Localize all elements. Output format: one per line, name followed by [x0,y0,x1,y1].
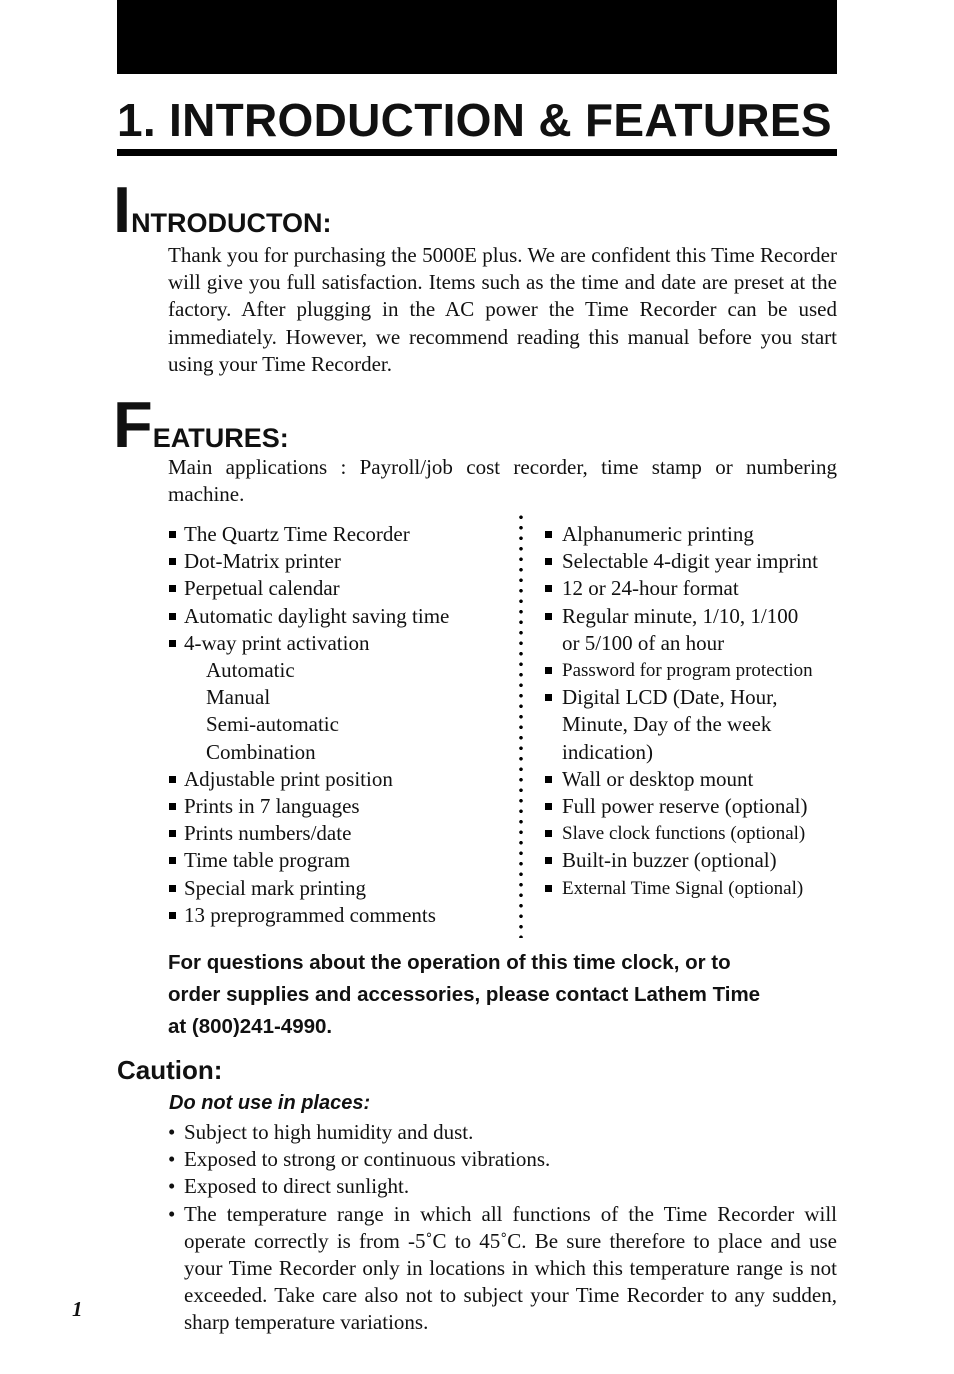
square-bullet-icon [169,776,176,783]
square-bullet-icon [169,912,176,919]
square-bullet-icon [169,613,176,620]
caution-list [168,1119,837,1337]
list-item: • Exposed to strong or continuous vibrations. [168,1146,837,1173]
introduction-text: Thank you for purchasing the 5000E plus. We are confident this Time Recorder will give you full satisfaction. Items such as the time and date are preset at the factory. After plugging in the AC power the Time Recorder can be used immediately. However, we recommend reading this manual before you start using your Time Recorder. [168,243,837,376]
list-item: • Subject to high humidity and dust. [168,1119,837,1146]
square-bullet-icon [545,776,552,783]
introduction-heading [113,173,332,246]
list-item: Special mark printing [168,875,508,902]
features-heading [113,388,289,461]
introduction-heading-rest: NTRODUCTON: [131,208,332,238]
square-bullet-icon [545,558,552,565]
square-bullet-icon [545,830,552,837]
list-item: Digital LCD (Date, Hour, Minute, Day of the week indication) [544,684,844,766]
list-item: Dot-Matrix printer [168,548,508,575]
list-item: Selectable 4-digit year imprint [544,548,844,575]
features-heading-rest: EATURES: [152,423,289,453]
sub-list-item: Semi-automatic [206,712,339,737]
features-heading-initial: F [113,388,153,461]
square-bullet-icon [545,857,552,864]
square-bullet-icon [169,640,176,647]
list-item: Regular minute, 1/10, 1/100 or 5/100 of an hour [544,603,844,657]
list-item: • Exposed to direct sunlight. [168,1173,837,1200]
list-item: Automatic daylight saving time [168,603,508,630]
contact-note: For questions about the operation of this time clock, or to order supplies and accessories, please contact Lathem Time at (800)241-4990. [168,951,761,1038]
bullet-icon: • [168,1174,176,1199]
bullet-icon: • [168,1120,176,1144]
title-rule [117,149,837,156]
sub-list-item: Automatic [206,658,295,683]
column-divider [518,512,524,938]
square-bullet-icon [169,857,176,864]
features-list-right [544,521,844,902]
page-number: 1 [72,1297,83,1321]
square-bullet-icon [169,885,176,892]
header-bar [117,0,837,74]
square-bullet-icon [545,531,552,538]
list-item: Prints in 7 languages [168,793,508,820]
caution-heading: Caution: [117,1055,223,1085]
bullet-icon: • [168,1147,176,1172]
list-item: Slave clock functions (optional) [544,820,844,847]
list-item: 4-way print activation [168,630,508,657]
list-item: Perpetual calendar [168,575,508,602]
list-item: Adjustable print position [168,766,508,793]
square-bullet-icon [545,885,552,892]
list-item: The Quartz Time Recorder [168,521,508,548]
list-item: Wall or desktop mount [544,766,844,793]
introduction-heading-initial: I [113,173,132,246]
square-bullet-icon [545,694,552,701]
square-bullet-icon [169,830,176,837]
square-bullet-icon [545,803,552,810]
sub-list-item: Combination [206,739,316,764]
list-item: Full power reserve (optional) [544,793,844,820]
list-item: Built-in buzzer (optional) [544,847,844,874]
features-intro: Main applications : Payroll/job cost recorder, time stamp or numbering machine. [168,455,837,507]
square-bullet-icon [545,585,552,592]
page-title: 1. INTRODUCTION & FEATURES [117,94,832,146]
list-item: Alphanumeric printing [544,521,844,548]
bullet-icon: • [168,1201,176,1226]
list-item: 12 or 24-hour format [544,575,844,602]
list-item: Time table program [168,847,508,874]
list-item: 13 preprogrammed comments [168,902,508,929]
square-bullet-icon [169,585,176,592]
list-item: External Time Signal (optional) [544,875,844,902]
caution-subheading: Do not use in places: [169,1092,371,1114]
square-bullet-icon [545,613,552,620]
square-bullet-icon [169,558,176,565]
square-bullet-icon [169,531,176,538]
list-item: Password for program protection [544,657,844,684]
square-bullet-icon [169,803,176,810]
sub-list-item: Manual [206,685,271,710]
square-bullet-icon [545,667,552,674]
list-item: • The temperature range in which all functions of the Time Recorder will operate correctly is from -5˚C to 45˚C. Be sure therefore to place and use your Time Recorder only in locations in which this temperature range is not exceeded. Take care also not to subject your Time Recorder to any sudden, sharp temperature variations. [168,1201,837,1335]
features-list-left [168,521,508,929]
list-item: Prints numbers/date [168,820,508,847]
